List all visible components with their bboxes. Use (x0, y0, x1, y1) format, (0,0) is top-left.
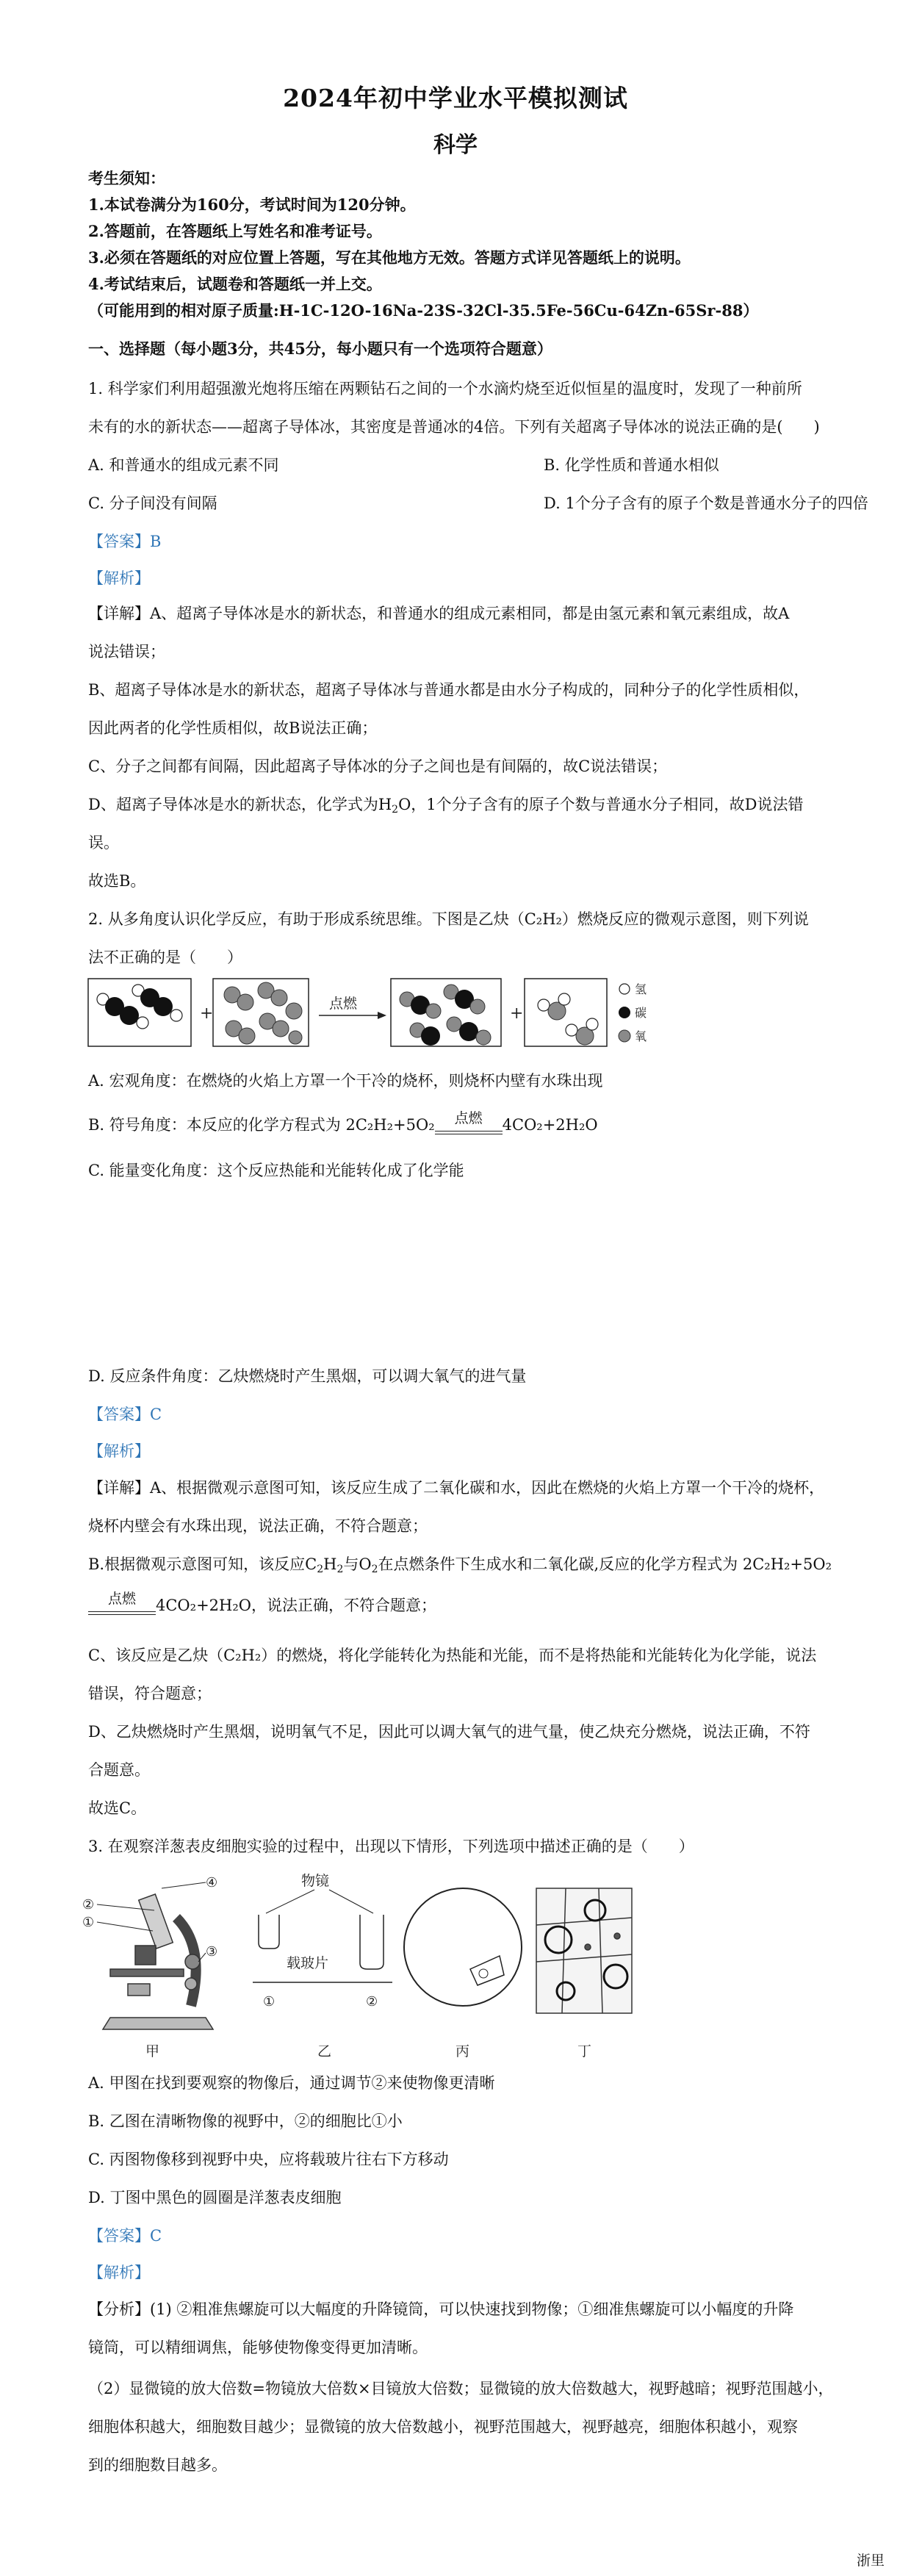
water-molecules (538, 993, 598, 1045)
q2-option-b: B. 符号角度：本反应的化学方程式为 2C₂H₂+5O₂ 点燃 4CO₂+2H₂O (88, 1110, 598, 1134)
objective-label: 物镜 (301, 1873, 330, 1889)
svg-text:碳: 碳 (635, 1006, 647, 1020)
q2-option-a: A. 宏观角度：在燃烧的火焰上方罩一个干冷的烧杯，则烧杯内壁有水珠出现 (88, 1072, 603, 1090)
figure-caption: 甲 (145, 2043, 160, 2057)
marker-label: ① (82, 1915, 95, 1930)
q1-option-c: C. 分子间没有间隔 (88, 494, 217, 512)
q1-explanation: B、超离子导体冰是水的新状态，超离子导体冰与普通水都是由水分子构成的，同种分子的化学性质相似， (88, 681, 810, 699)
slide-label: 载玻片 (287, 1955, 329, 1971)
q1-option-a: A. 和普通水的组成元素不同 (88, 456, 279, 474)
objective-mark: ① (263, 1994, 276, 2010)
q1-explanation: 【详解】A、超离子导体冰是水的新状态，和普通水的组成元素相同，都是由氢元素和氧元素组成，故A (88, 605, 790, 622)
notice-item: 3.必须在答题纸的对应位置上答题，写在其他地方无效。答题方式详见答题纸上的说明。 (88, 248, 691, 267)
q2-explanation: 【详解】A、根据微观示意图可知，该反应生成了二氧化碳和水，因此在燃烧的火焰上方罩一个干冷的烧杯， (88, 1479, 825, 1497)
q3-option-c: C. 丙图物像移到视野中央，应将载玻片往右下方移动 (88, 2151, 449, 2168)
q3-explanation: （2）显微镜的放大倍数=物镜放大倍数×目镜放大倍数；显微镜的放大倍数越大，视野越暗；视野范围越小， (88, 2380, 834, 2397)
q2-stem: 2. 从多角度认识化学反应，有助于形成系统思维。下图是乙炔（C₂H₂）燃烧反应的微观示意图，则下列说 (88, 910, 809, 928)
onion-cell-view (536, 1888, 632, 2013)
q3-explanation: 【分析】(1) ②粗准焦螺旋可以大幅度的升降镜筒，可以快速找到物像；①细准焦螺旋可以小幅度的升降 (88, 2300, 794, 2318)
q1-stem: 1. 科学家们利用超强激光炮将压缩在两颗钻石之间的一个水滴灼烧至近似恒星的温度时，发现了一种前所 (88, 380, 802, 397)
q2-stem: 法不正确的是（ ） (88, 949, 242, 966)
q2-answer: 【答案】C (88, 1406, 162, 1423)
q2-explanation: 错误，符合题意； (88, 1685, 212, 1702)
q1-option-d: D. 1个分子含有的原子个数是普通水分子的四倍 (544, 494, 868, 512)
section-heading: 一、选择题（每小题3分，共45分，每小题只有一个选项符合题意） (88, 339, 552, 358)
reaction-micro-diagram (87, 970, 660, 1058)
q3-option-b: B. 乙图在清晰物像的视野中，②的细胞比①小 (88, 2112, 403, 2130)
q3-explanation: 镜筒，可以精细调焦，能够使物像变得更加清晰。 (88, 2339, 428, 2356)
page-title: 2024年初中学业水平模拟测试 (283, 84, 628, 112)
q1-explanation: 因此两者的化学性质相似，故B说法正确； (88, 719, 378, 737)
plus-sign: + (510, 1004, 524, 1023)
q1-explanation: 故选B。 (88, 872, 146, 890)
q1-explanation: D、超离子导体冰是水的新状态，化学式为$H_2O$，1个分子含有的原子个数与普通水分子相同，故D说法错 (88, 796, 804, 816)
microscope-illustration (103, 1894, 213, 2029)
svg-text:氢: 氢 (635, 982, 647, 996)
q3-explanation: 到的细胞数目越多。 (88, 2456, 227, 2474)
notice-item: 2.答题前，在答题纸上写姓名和准考证号。 (88, 222, 382, 240)
oxygen-molecules (224, 982, 302, 1044)
q3-answer: 【答案】C (88, 2227, 162, 2245)
q3-stem: 3. 在观察洋葱表皮细胞实验的过程中，出现以下情形，下列选项中描述正确的是（ ） (88, 1838, 694, 1855)
figure-caption: 乙 (317, 2043, 332, 2057)
carbon-dioxide-molecules (400, 985, 491, 1046)
q1-explanation: C、分子之间都有间隔，因此超离子导体冰的分子之间也是有间隔的，故C说法错误； (88, 758, 668, 775)
q2-explanation: D、乙炔燃烧时产生黑烟，说明氧气不足，因此可以调大氧气的进气量，使乙炔充分燃烧，说法正确，不符 (88, 1723, 810, 1741)
q2-option-d: D. 反应条件角度：乙炔燃烧时产生黑烟，可以调大氧气的进气量 (88, 1367, 527, 1385)
q1-option-b: B. 化学性质和普通水相似 (544, 456, 719, 474)
figure-caption: 丙 (455, 2043, 470, 2057)
q2-analysis-label: 【解析】 (88, 1442, 150, 1460)
figure-caption: 丁 (577, 2043, 592, 2057)
plus-sign: + (200, 1004, 214, 1023)
subject-title: 科学 (433, 132, 478, 158)
q2-explanation: 点燃 4CO₂+2H₂O，说法正确，不符合题意； (88, 1594, 830, 1616)
q2-explanation: 合题意。 (88, 1761, 150, 1779)
q2-explanation: 烧杯内壁会有水珠出现，说法正确，不符合题意； (88, 1517, 428, 1535)
microscope-figures (81, 1866, 639, 2057)
notice-heading: 考生须知： (88, 169, 165, 187)
q1-options-row (88, 454, 830, 476)
q3-explanation: 细胞体积越大，细胞数目越少；显微镜的放大倍数越小，视野范围越大，视野越亮，细胞体积越小，观察 (88, 2418, 798, 2436)
q3-option-d: D. 丁图中黑色的圆圈是洋葱表皮细胞 (88, 2189, 342, 2206)
q1-stem: 未有的水的新状态——超离子导体冰，其密度是普通冰的4倍。下列有关超离子导体冰的说法正确的是( ) (88, 418, 820, 436)
notice-item: 1.本试卷满分为160分，考试时间为120分钟。 (88, 195, 416, 214)
q2-explanation: C、该反应是乙炔（C₂H₂）的燃烧，将化学能转化为热能和光能，而不是将热能和光能转化为化学能，说法 (88, 1647, 817, 1664)
field-of-view (404, 1888, 522, 2006)
q1-answer: 【答案】B (88, 533, 162, 550)
q3-option-a: A. 甲图在找到要观察的物像后，通过调节②来使物像更清晰 (88, 2074, 495, 2092)
svg-text:氧: 氧 (635, 1029, 647, 1043)
marker-label: ② (82, 1897, 95, 1913)
objective-mark: ② (366, 1994, 378, 2010)
q2-option-c: C. 能量变化角度：这个反应热能和光能转化成了化学能 (88, 1162, 464, 1179)
atom-legend (619, 982, 647, 1043)
marker-label: ③ (206, 1944, 218, 1960)
notice-item: 4.考试结束后，试题卷和答题纸一并上交。 (88, 275, 382, 293)
arrow-condition-label: 点燃 (329, 996, 358, 1012)
marker-label: ④ (206, 1875, 218, 1890)
page-footer: 浙里 (856, 2552, 885, 2569)
q3-analysis-label: 【解析】 (88, 2264, 150, 2281)
acetylene-molecules (97, 985, 182, 1029)
q1-analysis-label: 【解析】 (88, 569, 150, 587)
q1-options-row (88, 492, 868, 514)
q2-explanation: 故选C。 (88, 1799, 147, 1817)
q2-explanation: B.根据微观示意图可知，该反应$C_2H_2$与$O_2$在点燃条件下生成水和二氧化碳,反应的化学方程式为 2C₂H₂+5O₂ (88, 1555, 832, 1575)
q1-explanation: 说法错误； (88, 643, 165, 661)
notice-item: （可能用到的相对原子质量:H-1C-12O-16Na-23S-32Cl-35.5Fe-56Cu-64Zn-65Sr-88） (88, 301, 759, 320)
q1-explanation: 误。 (88, 834, 119, 852)
